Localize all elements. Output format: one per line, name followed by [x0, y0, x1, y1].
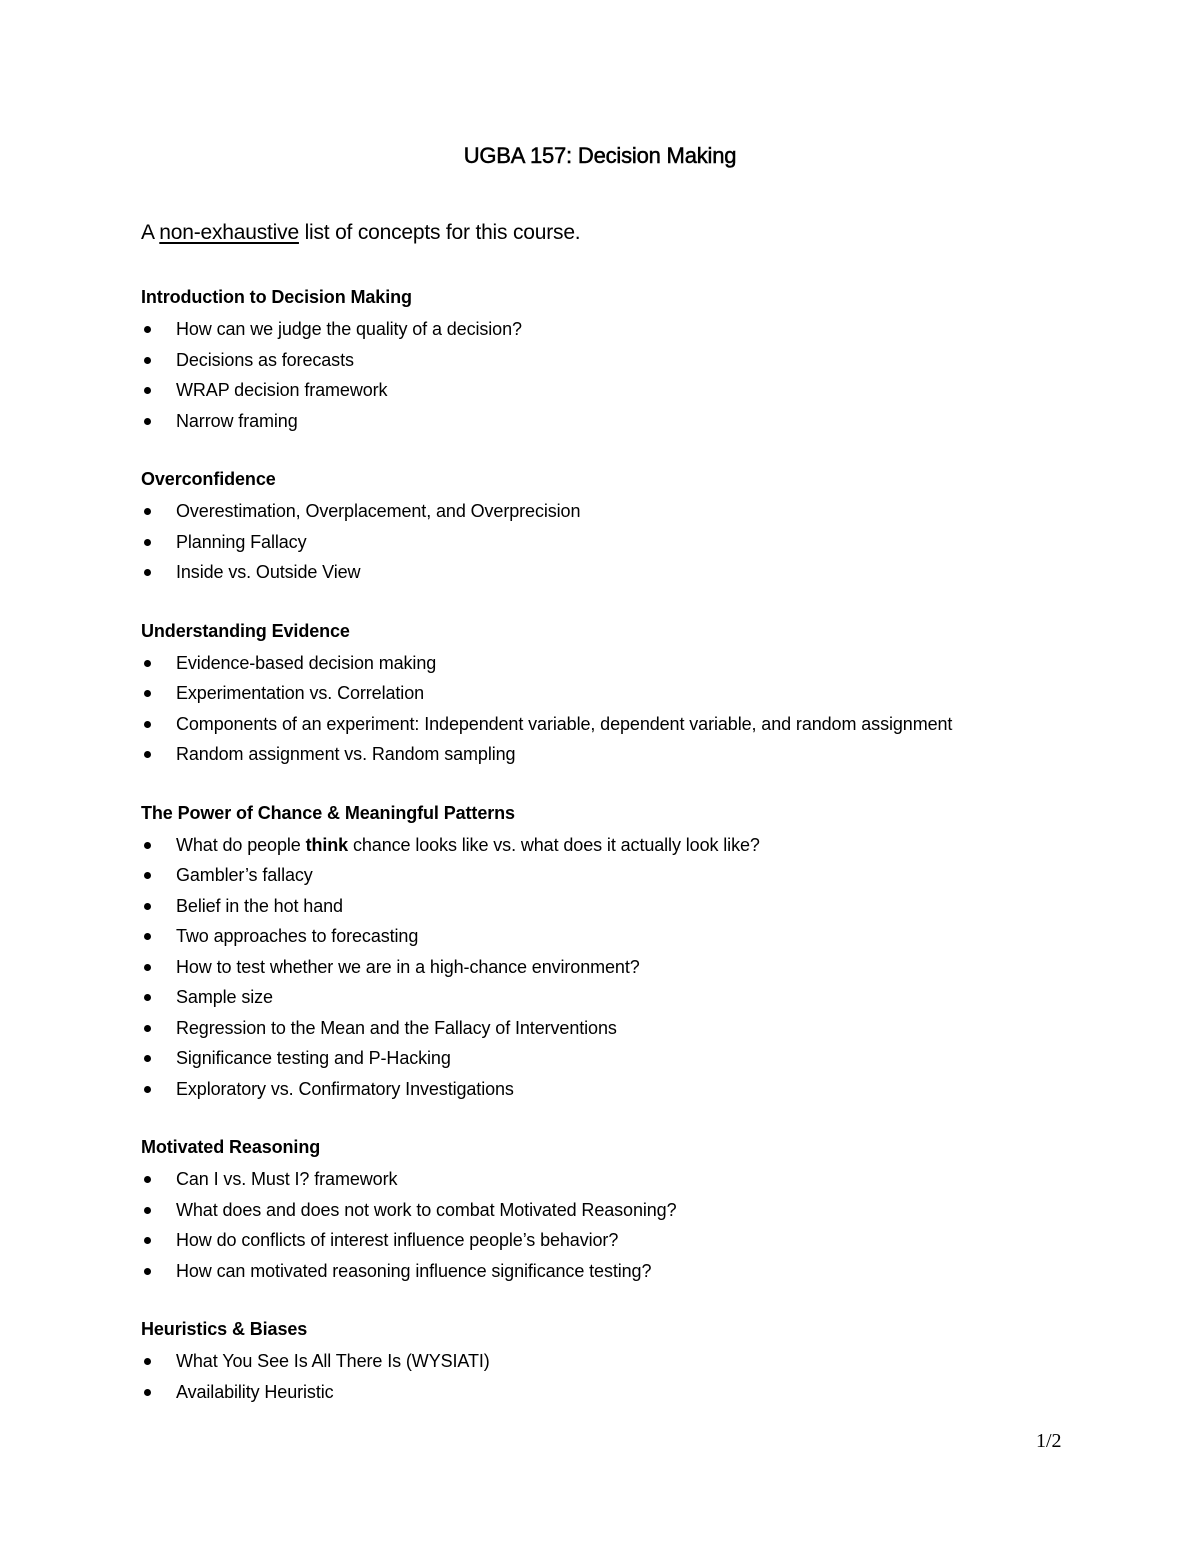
bullet-icon — [144, 660, 151, 667]
bullet-list — [141, 314, 1101, 436]
bullet-list — [141, 648, 1101, 770]
bullet-icon — [144, 569, 151, 576]
bullet-list — [141, 830, 1101, 1105]
list-item — [141, 891, 1101, 922]
list-item — [141, 1377, 1101, 1408]
list-item-text: WRAP decision framework — [176, 380, 388, 400]
list-item — [141, 527, 1101, 558]
list-item — [141, 921, 1101, 952]
list-item-text: Decisions as forecasts — [176, 349, 354, 370]
list-item-text: Components of an experiment: Independent variable, dependent variable, and random assignment — [176, 713, 953, 734]
bullet-icon — [144, 357, 151, 364]
section-heading: The Power of Chance & Meaningful Patterns — [141, 802, 515, 823]
list-item-text: Inside vs. Outside View — [176, 562, 361, 582]
list-item-text: Random assignment vs. Random sampling — [176, 744, 516, 764]
bullet-icon — [144, 508, 151, 515]
list-item — [141, 952, 1101, 983]
bullet-icon — [144, 418, 151, 425]
intro-suffix: list of concepts for this course. — [298, 221, 581, 244]
section — [141, 617, 1101, 770]
bullet-icon — [144, 539, 151, 546]
list-item — [141, 1074, 1101, 1105]
list-item — [141, 678, 1101, 709]
bullet-icon — [144, 842, 151, 849]
list-item — [141, 375, 1101, 406]
list-item — [141, 1043, 1101, 1074]
page-title: UGBA 157: Decision Making — [463, 143, 737, 168]
bullet-icon — [144, 1025, 151, 1032]
list-item — [141, 1195, 1101, 1226]
list-item — [141, 830, 1101, 861]
section — [141, 799, 1101, 1105]
section — [141, 465, 1101, 588]
list-item — [141, 1013, 1101, 1044]
bullet-icon — [144, 690, 151, 697]
bullet-icon — [144, 1237, 151, 1244]
list-item — [141, 345, 1101, 376]
list-item — [141, 557, 1101, 588]
list-item — [141, 1256, 1101, 1287]
section-heading: Introduction to Decision Making — [141, 287, 412, 307]
list-item-text: How to test whether we are in a high-chance environment? — [176, 956, 640, 977]
bullet-icon — [144, 1086, 151, 1093]
bullet-list — [141, 1164, 1101, 1286]
bullet-icon — [144, 933, 151, 940]
list-item — [141, 1164, 1101, 1195]
bullet-list — [141, 496, 1101, 588]
list-item — [141, 648, 1101, 679]
list-item-text: Exploratory vs. Confirmatory Investigations — [176, 1078, 514, 1099]
list-item-text: Overestimation, Overplacement, and Overprecision — [176, 501, 581, 521]
list-item — [141, 1225, 1101, 1256]
list-item-text: How can motivated reasoning influence significance testing? — [176, 1260, 652, 1281]
concept-list — [141, 283, 1101, 1436]
page-number: 1/2 — [1036, 1430, 1062, 1452]
list-item-text: Availability Heuristic — [176, 1381, 334, 1402]
list-item — [141, 406, 1101, 437]
list-item — [141, 982, 1101, 1013]
bullet-icon — [144, 1176, 151, 1183]
bullet-icon — [144, 1268, 151, 1275]
list-item-text: What do people — [176, 834, 306, 855]
bullet-icon — [144, 326, 151, 333]
list-item — [141, 739, 1101, 770]
bullet-list — [141, 1346, 1101, 1407]
bullet-icon — [144, 1207, 151, 1214]
section — [141, 1133, 1101, 1286]
section-heading: Heuristics & Biases — [141, 1319, 308, 1339]
list-item-text: chance looks like vs. what does it actually look like? — [348, 834, 760, 855]
list-item-text: What does and does not work to combat Motivated Reasoning? — [176, 1199, 677, 1220]
list-item-text: Significance testing and P-Hacking — [176, 1048, 451, 1068]
list-item-text: Evidence-based decision making — [176, 652, 437, 673]
section-heading: Motivated Reasoning — [141, 1137, 321, 1157]
bullet-icon — [144, 1055, 151, 1062]
list-item-text: Regression to the Mean and the Fallacy of Interventions — [176, 1017, 617, 1038]
emphasis-text: think — [305, 834, 349, 855]
list-item-text: Gambler’s fallacy — [176, 865, 313, 885]
list-item-text: Can I vs. Must I? framework — [176, 1169, 398, 1189]
list-item-text: Narrow framing — [176, 410, 298, 431]
bullet-icon — [144, 872, 151, 879]
section-heading: Overconfidence — [141, 469, 276, 489]
list-item-text: Sample size — [176, 987, 273, 1007]
intro-prefix: A — [141, 221, 160, 244]
list-item — [141, 314, 1101, 345]
list-item — [141, 1346, 1101, 1377]
bullet-icon — [144, 1358, 151, 1365]
section-heading: Understanding Evidence — [141, 620, 350, 641]
list-item-text: Belief in the hot hand — [176, 895, 343, 916]
bullet-icon — [144, 721, 151, 728]
list-item-text: What You See Is All There Is (WYSIATI) — [176, 1351, 490, 1371]
bullet-icon — [144, 751, 151, 758]
bullet-icon — [144, 1389, 151, 1396]
section — [141, 283, 1101, 436]
list-item — [141, 496, 1101, 527]
bullet-icon — [144, 964, 151, 971]
list-item-text: Experimentation vs. Correlation — [176, 683, 425, 703]
section — [141, 1315, 1101, 1407]
bullet-icon — [144, 387, 151, 394]
list-item — [141, 709, 1101, 740]
list-item-text: How do conflicts of interest influence people’s behavior? — [176, 1230, 619, 1250]
intro-line — [141, 221, 580, 245]
bullet-icon — [144, 994, 151, 1001]
list-item-text: Two approaches to forecasting — [176, 926, 419, 946]
list-item-text: Planning Fallacy — [176, 531, 307, 552]
intro-underlined: non-exhaustive — [159, 221, 299, 244]
list-item-text: How can we judge the quality of a decision? — [176, 319, 522, 339]
list-item — [141, 860, 1101, 891]
bullet-icon — [144, 903, 151, 910]
